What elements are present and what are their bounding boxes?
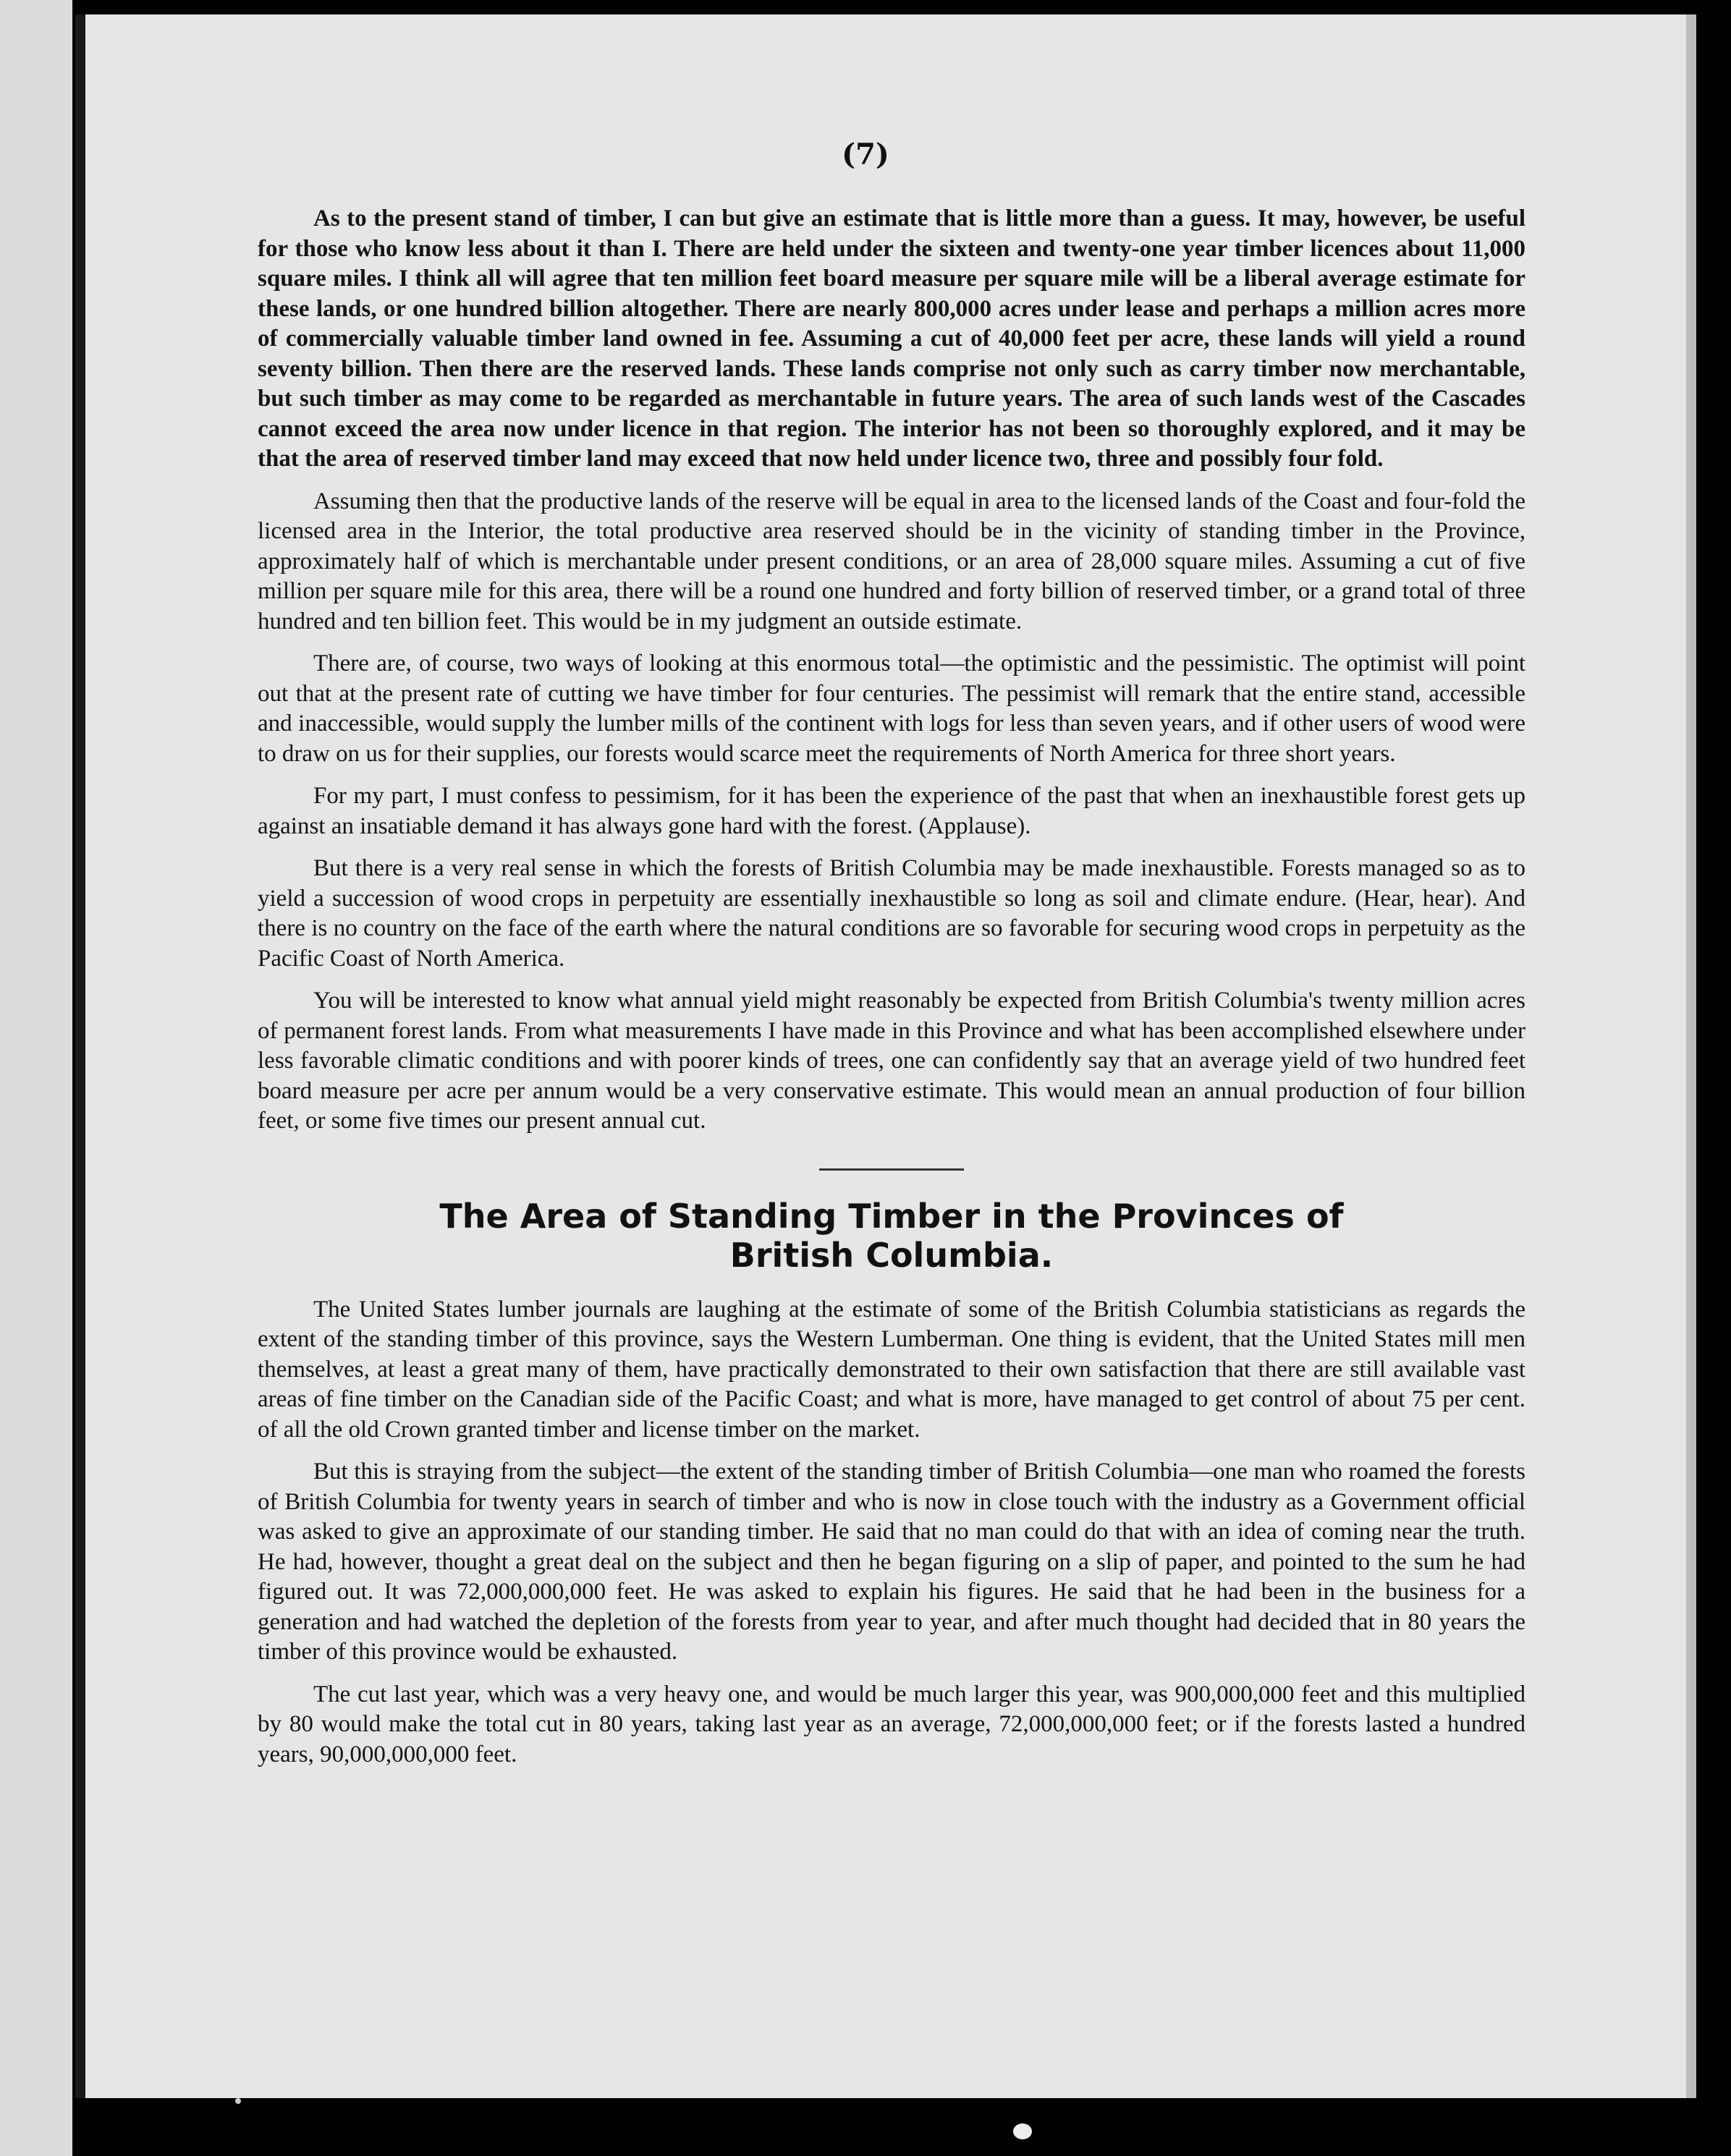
paragraph: But there is a very real sense in which the forests of British Columbia may be made inexhaustible. Forests managed so as to yield a succession of wood crops in perpetuity are essentially inexhaustible so long as soil and climate endure. (Hear, hear). And there is no country on the face of the earth where the natural conditions are so favorable for securing wood crops in perpetuity as the Pacific Coast of North America. (258, 855, 1525, 972)
paper-right-edge (1686, 14, 1696, 2098)
paragraph: There are, of course, two ways of looking at this enormous total—the optimistic and the pessimistic. The optimist will point out that at the present rate of cutting we have timber for four centuries. The pessimist will remark that the entire stand, accessible and inaccessible, would supply the lumber mills of the continent with logs for less than seven years, and if other users of wood were to draw on us for their supplies, our forests would scarce meet the requirements of North America for three short years. (258, 650, 1525, 767)
heading-line-2: British Columbia. (729, 1235, 1054, 1275)
heading-line-1: The Area of Standing Timber in the Provinces of (439, 1196, 1344, 1236)
article-body (258, 204, 1525, 1782)
page-number: (7) (842, 137, 889, 171)
paragraph: For my part, I must confess to pessimism, for it has been the experience of the past that when an inexhaustible forest gets up against an insatiable demand it has always gone hard with the forest. (Applause). (258, 783, 1525, 839)
facing-page-edge (0, 0, 72, 2156)
paragraph: But this is straying from the subject—the extent of the standing timber of British Columbia—one man who roamed the forests of British Columbia for twenty years in search of timber and who is now in close touch with the industry as a Government official was asked to give an approximate of our standing timber. He said that no man could do that with an idea of coming near the truth. He had, however, thought a great deal on the subject and then he began figuring on a slip of paper, and pointed to the sum he had figured out. It was 72,000,000,000 feet. He was asked to explain his figures. He said that he had been in the business for a generation and had watched the depletion of the forests from year to year, and after much thought had decided that in 80 years the timber of this province would be exhausted. (258, 1459, 1525, 1665)
scan-speck (1013, 2123, 1032, 2139)
section-heading (258, 1197, 1525, 1275)
section-divider (819, 1168, 964, 1171)
scan-speck (235, 2098, 241, 2104)
paragraph: The United States lumber journals are laughing at the estimate of some of the British Columbia statisticians as regards the extent of the standing timber of this province, says the Western Lumberman. One thing is evident, that the United States mill men themselves, at least a great many of them, have practically demonstrated to their own satisfaction that there are still available vast areas of fine timber on the Canadian side of the Pacific Coast; and what is more, have managed to get control of about 75 per cent. of all the old Crown granted timber and license timber on the market. (258, 1296, 1525, 1443)
paragraph: As to the present stand of timber, I can but give an estimate that is little more than a guess. It may, however, be useful for those who know less about it than I. There are held under the sixteen and twenty-one year timber licences about 11,000 square miles. I think all will agree that ten million feet board measure per square mile will be a liberal average estimate for these lands, or one hundred billion altogether. There are nearly 800,000 acres under lease and perhaps a million acres more of commercially valuable timber land owned in fee. Assuming a cut of 40,000 feet per acre, these lands will yield a round seventy billion. Then there are the reserved lands. These lands comprise not only such as carry timber now merchantable, but such timber as may come to be regarded as merchantable in future years. The area of such lands west of the Cascades cannot exceed the area now under licence in that region. The interior has not been so thoroughly explored, and it may be that the area of reserved timber land may exceed that now held under licence two, three and possibly four fold. (258, 205, 1525, 472)
paragraph: You will be interested to know what annual yield might reasonably be expected from British Columbia's twenty million acres of permanent forest lands. From what measurements I have made in this Province and what has been accomplished elsewhere under less favorable climatic conditions and with poorer kinds of trees, one can confidently say that an average yield of two hundred feet board measure per acre per annum would be a very conservative estimate. This would mean an annual production of four billion feet, or some five times our present annual cut. (258, 988, 1525, 1134)
paragraph: Assuming then that the productive lands of the reserve will be equal in area to the licensed lands of the Coast and four-fold the licensed area in the Interior, the total productive area reserved should be in the vicinity of standing timber in the Province, approximately half of which is merchantable under present conditions, or an area of 28,000 square miles. Assuming a cut of five million per square mile for this area, there will be a round one hundred and forty billion of reserved timber, or a grand total of three hundred and ten billion feet. This would be in my judgment an outside estimate. (258, 488, 1525, 635)
paragraph: The cut last year, which was a very heavy one, and would be much larger this year, was 900,000,000 feet and this multiplied by 80 would make the total cut in 80 years, taking last year as an average, 72,000,000,000 feet; or if the forests lasted a hundred years, 90,000,000,000 feet. (258, 1681, 1525, 1767)
binding-gutter (75, 14, 85, 2098)
